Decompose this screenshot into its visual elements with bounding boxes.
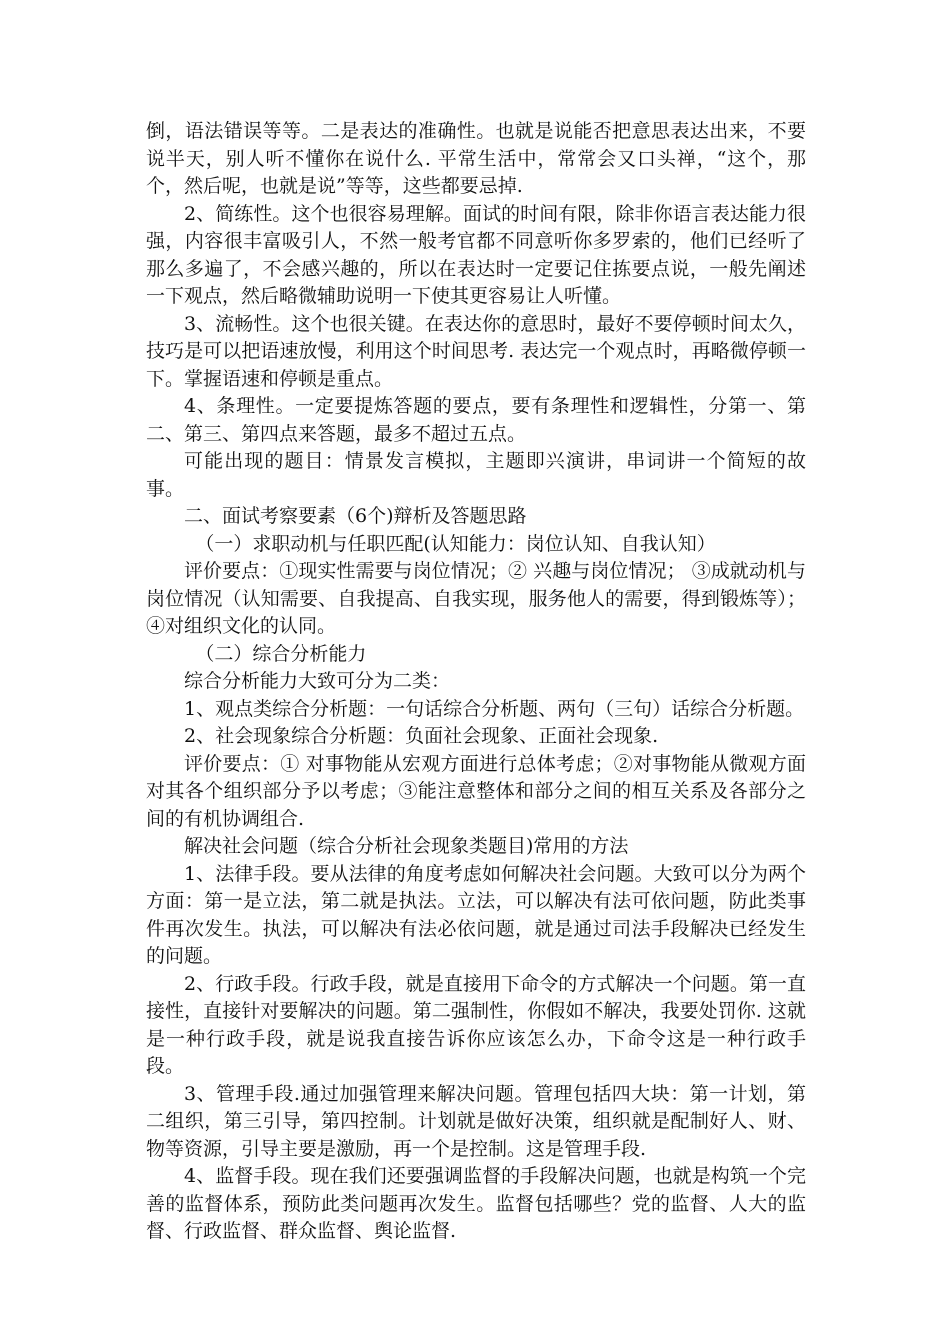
paragraph-supervision-means: 4、监督手段。现在我们还要强调监督的手段解决问题，也就是构筑一个完善的监督体系，预防此类问题再次发生。监督包括哪些？党的监督、人大的监督、行政监督、群众监督、舆论监督. — [146, 1165, 806, 1242]
subsection-heading-analysis: （二）综合分析能力 — [195, 642, 367, 665]
paragraph-motivation-evaluation: 评价要点：①现实性需要与岗位情况；② 兴趣与岗位情况； ③成就动机与岗位情况（认知需要、自我提高、自我实现，服务他人的需要，得到锻炼等）； ④对组织文化的认同。 — [146, 560, 806, 637]
paragraph-fluency: 3、流畅性。这个也很关键。在表达你的意思时，最好不要停顿时间太久，技巧是可以把语速放慢，利用这个时间思考. 表达完一个观点时，再略微停顿一下。掌握语速和停顿是重点。 — [146, 312, 806, 390]
paragraph-management-means: 3、管理手段.通过加强管理来解决问题。管理包括四大块：第一计划，第二组织，第三引导，第四控制。计划就是做好决策，组织就是配制好人、财、物等资源，引导主要是激励，再一个是控制。这是管理手段. — [146, 1082, 806, 1160]
paragraph-methods-heading: 解决社会问题（综合分析社会现象类题目)常用的方法 — [184, 835, 629, 857]
paragraph-administrative-means: 2、行政手段。行政手段，就是直接用下命令的方式解决一个问题。第一直接性，直接针对要解决的问题。第二强制性，你假如不解决，我要处罚你. 这就是一种行政手段，就是说我直接告诉你应该怎么办，下命令这是一种行政手段。 — [146, 972, 806, 1077]
subsection-heading-motivation: （一）求职动机与任职匹配(认知能力：岗位认知、自我认知） — [195, 532, 716, 555]
paragraph-possible-questions: 可能出现的题目：情景发言模拟，主题即兴演讲，串词讲一个简短的故事。 — [146, 450, 806, 500]
paragraph-expression-accuracy: 倒，语法错误等等。二是表达的准确性。也就是说能否把意思表达出来，不要说半天，别人听不懂你在说什么. 平常生活中，常常会又口头禅，“这个，那个，然后呢，也就是说”等等，这些都要忌掉. — [146, 120, 806, 197]
document-page — [146, 118, 806, 1246]
paragraph-viewpoint-questions: 1、观点类综合分析题：一句话综合分析题、两句（三句）话综合分析题。 — [184, 697, 805, 720]
paragraph-legal-means: 1、法律手段。要从法律的角度考虑如何解决社会问题。大致可以分为两个方面：第一是立法，第二就是执法。立法，可以解决有法可依问题，防此类事件再次发生。执法，可以解决有法必依问题，就是通过司法手段解决已经发生的问题。 — [146, 862, 806, 967]
paragraph-analysis-evaluation: 评价要点：① 对事物能从宏观方面进行总体考虑；②对事物能从微观方面对其各个组织部分予以考虑；③能注意整体和部分之间的相互关系及各部分之间的有机协调组合. — [146, 752, 806, 830]
paragraph-conciseness: 2、简练性。这个也很容易理解。面试的时间有限，除非你语言表达能力很强，内容很丰富吸引人，不然一般考官都不同意听你多罗索的，他们已经听了那么多遍了，不会感兴趣的，所以在表达时一定要记住拣要点说，一般先阐述一下观点，然后略微辅助说明一下使其更容易让人听懂。 — [146, 202, 806, 307]
section-heading-interview-elements: 二、面试考察要素（6个)辩析及答题思路 — [184, 505, 527, 527]
paragraph-analysis-types: 综合分析能力大致可分为二类： — [184, 670, 451, 692]
paragraph-social-phenomena-questions: 2、社会现象综合分析题：负面社会现象、正面社会现象. — [184, 725, 659, 747]
paragraph-organization: 4、条理性。一定要提炼答题的要点，要有条理性和逻辑性，分第一、第二、第三、第四点来答题，最多不超过五点。 — [146, 395, 806, 445]
